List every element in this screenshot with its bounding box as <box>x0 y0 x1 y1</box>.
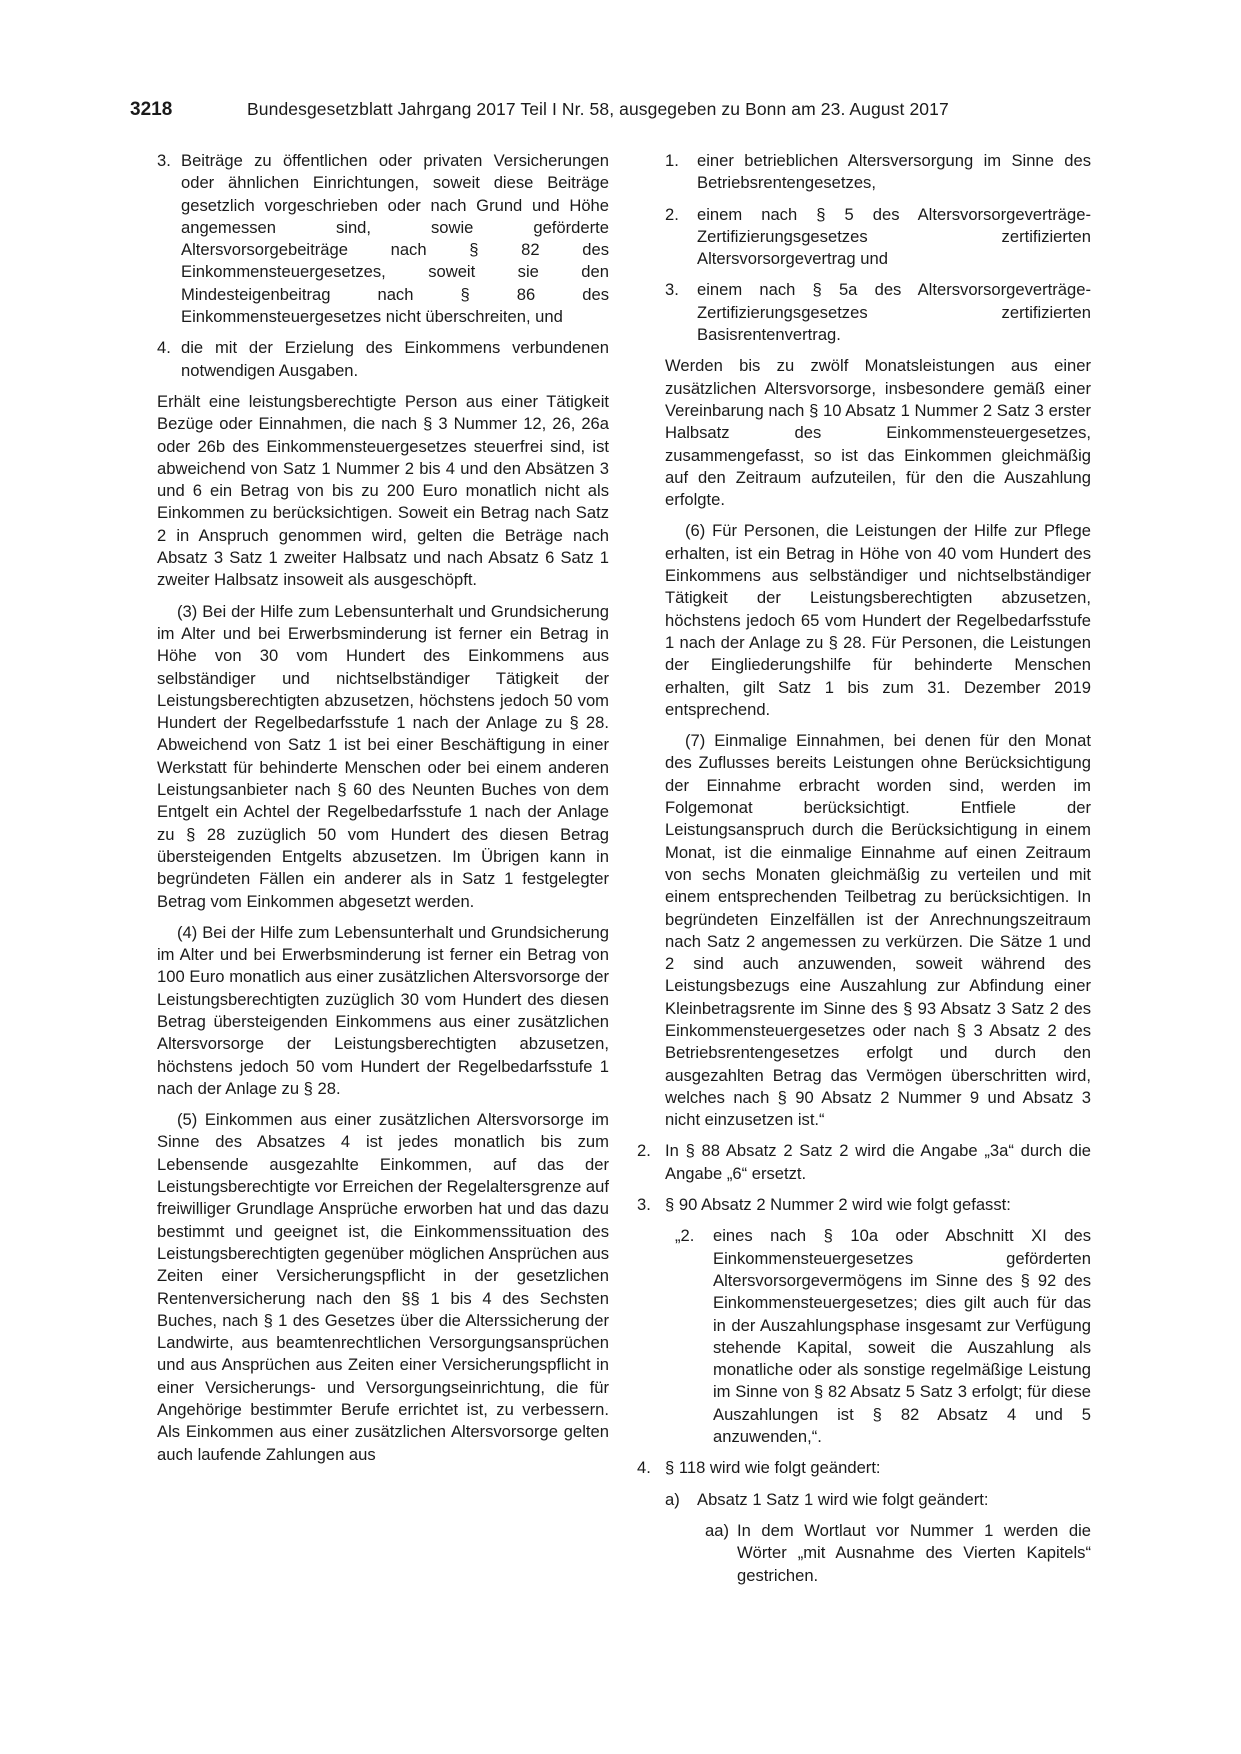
item-text: In dem Wortlaut vor Nummer 1 werden die Wörter „mit Ausnahme des Vierten Kapitels“ gestrichen. <box>737 1520 1091 1585</box>
quoted-item <box>675 1225 1091 1448</box>
item-number: a) <box>665 1489 680 1509</box>
list-item <box>665 204 1091 271</box>
item-text: die mit der Erzielung des Einkommens verbundenen notwendigen Ausgaben. <box>181 338 609 380</box>
running-head: Bundesgesetzblatt Jahrgang 2017 Teil I Nr. 58, ausgegeben zu Bonn am 23. August 2017 <box>247 99 949 119</box>
item-text: einem nach § 5 des Altersvorsorgeverträge-Zertifizierungsgesetzes zertifizierten Altersvorsorgevertrag und <box>697 204 1091 269</box>
amendment-item <box>637 1140 1091 1185</box>
page-number: 3218 <box>130 99 173 120</box>
item-number: aa) <box>705 1520 729 1540</box>
item-number: 2. <box>665 204 679 224</box>
paragraph-absatz-5: (5) Einkommen aus einer zusätzlichen Altersvorsorge im Sinne des Absatzes 4 ist jedes monatlich bis zum Lebensende ausgezahlte Einkommen, auf das der Leistungsberechtigte vor Erreichen der Regelaltersgrenze auf freiwilliger Grundlage Ansprüche erworben hat und das dazu bestimmt und geeignet ist, die Einkommenssituation des Leistungsberechtigten gegenüber möglichen Ansprüchen aus Zeiten einer Versicherungspflicht in der gesetzlichen Rentenversicherung nach den §§ 1 bis 4 des Sechsten Buches, nach § 1 des Gesetzes über die Alterssicherung der Landwirte, aus beamtenrechtlichen Versorgungsansprüchen und aus Ansprüchen aus Zeiten einer Versicherungspflicht in einer Versicherungs- und Versorgungseinrichtung, die für Angehörige bestimmter Berufe errichtet ist, zu verbessern. Als Einkommen aus einer zusätzlichen Altersvorsorge gelten auch laufende Zahlungen aus <box>157 1110 609 1464</box>
item-text: In § 88 Absatz 2 Satz 2 wird die Angabe „3a“ durch die Angabe „6“ ersetzt. <box>665 1141 1091 1183</box>
item-text: § 118 wird wie folgt geändert: <box>665 1458 881 1478</box>
item-number: 3. <box>157 151 171 170</box>
item-text: § 90 Absatz 2 Nummer 2 wird wie folgt gefasst: <box>665 1195 1011 1215</box>
paragraph-continuation: Erhält eine leistungsberechtigte Person aus einer Tätigkeit Bezüge oder Einnahmen, die nach § 3 Nummer 12, 26, 26a oder 26b des Einkommensteuergesetzes steuerfrei sind, ist abweichend von Satz 1 Nummer 2 bis 4 und den Absätzen 3 und 6 ein Betrag von bis zu 200 Euro monatlich nicht als Einkommen zu berücksichtigen. Soweit ein Betrag nach Satz 2 in Anspruch genommen wird, gelten die Beträge nach Absatz 3 Satz 1 zweiter Halbsatz und nach Absatz 6 Satz 1 zweiter Halbsatz insoweit als ausgeschöpft. <box>157 391 609 590</box>
right-column <box>637 150 1091 1596</box>
paragraph-absatz-6: (6) Für Personen, die Leistungen der Hilfe zur Pflege erhalten, ist ein Betrag in Höhe von 40 vom Hundert des Einkommens aus selbständiger und nichtselbständiger Tätigkeit der Leistungsberechtigten abzusetzen, höchstens jedoch 65 vom Hundert der Regelbedarfsstufe 1 nach der Anlage zu § 28. Für Personen, die Leistungen der Eingliederungshilfe für behinderte Menschen erhalten, gilt Satz 1 bis zum 31. Dezember 2019 entsprechend. <box>665 521 1091 719</box>
item-number: 3. <box>665 280 679 300</box>
item-number: 3. <box>637 1195 651 1215</box>
item-number: 1. <box>665 151 679 170</box>
item-text: einer betrieblichen Altersversorgung im Sinne des Betriebsrentengesetzes, <box>697 151 1091 193</box>
item-text: Beiträge zu öffentlichen oder privaten Versicherungen oder ähnlichen Einrichtungen, soweit diese Beiträge gesetzlich vorgeschrieben oder nach Grund und Höhe angemessen sind, sowie geförderte Altersvorsorgebeiträge nach § 82 des Einkommensteuergesetzes, soweit sie den Mindesteigenbeitrag nach § 86 des Einkommensteuergesetzes nicht überschreiten, und <box>181 151 609 327</box>
item-text: Absatz 1 Satz 1 wird wie folgt geändert: <box>697 1489 989 1509</box>
item-text: eines nach § 10a oder Abschnitt XI des Einkommensteuergesetzes geförderten Altersvorsorgevermögens im Sinne des § 92 des Einkommensteuergesetzes; dies gilt auch für das in der Auszahlungsphase insgesamt zur Verfügung stehende Kapital, soweit die Auszahlung als monatliche oder als sonstige regelmäßige Leistung im Sinne von § 82 Absatz 5 Satz 3 erfolgt; für diese Auszahlungen ist § 82 Absatz 4 und 5 anzuwenden,“. <box>713 1226 1091 1447</box>
sub-item <box>665 1489 1091 1511</box>
item-number: „2. <box>675 1226 695 1246</box>
amendment-item <box>637 1457 1091 1479</box>
list-item <box>665 279 1091 346</box>
paragraph-absatz-3: (3) Bei der Hilfe zum Lebensunterhalt und Grundsicherung im Alter und bei Erwerbsminderung ist ferner ein Betrag in Höhe von 30 vom Hundert des Einkommens aus selbständiger und nichtselbständiger Tätigkeit der Leistungsberechtigten abzusetzen, höchstens jedoch 50 vom Hundert der Regelbedarfsstufe 1 nach der Anlage zu § 28. Abweichend von Satz 1 ist bei einer Beschäftigung in einer Werkstatt für behinderte Menschen oder bei einem anderen Leistungsanbieter nach § 60 des Neunten Buches von dem Entgelt ein Achtel der Regelbedarfsstufe 1 nach der Anlage zu § 28 zuzüglich 50 vom Hundert des diesen Betrag übersteigenden Entgelts abzusetzen. Im Übrigen kann in begründeten Fällen ein anderer als in Satz 1 festgelegter Betrag vom Einkommen abgesetzt werden. <box>157 601 609 911</box>
item-number: 4. <box>157 338 171 358</box>
left-column <box>157 150 609 1475</box>
list-item <box>157 150 609 328</box>
page-header <box>130 99 1110 125</box>
item-text: einem nach § 5a des Altersvorsorgeverträge-Zertifizierungsgesetzes zertifizierten Basisrentenvertrag. <box>697 280 1091 345</box>
item-number: 4. <box>637 1458 651 1478</box>
list-item <box>665 150 1091 195</box>
paragraph-absatz-7: (7) Einmalige Einnahmen, bei denen für den Monat des Zuflusses bereits Leistungen ohne Berücksichtigung der Einnahme erbracht worden sind, werden im Folgemonat berücksichtigt. Entfiele der Leistungsanspruch durch die Berücksichtigung in einem Monat, ist die einmalige Einnahme auf einen Zeitraum von sechs Monaten gleichmäßig zu verteilen und mit einem entsprechenden Teilbetrag zu berücksichtigen. In begründeten Einzelfällen ist der Anrechnungszeitraum nach Satz 2 angemessen zu verkürzen. Die Sätze 1 und 2 sind auch anzuwenden, soweit während des Leistungsbezugs eine Auszahlung zur Abfindung einer Kleinbetragsrente im Sinne des § 93 Absatz 3 Satz 2 des Einkommensteuergesetzes oder nach § 3 Absatz 2 des Betriebsrentengesetzes erfolgt und durch den ausgezahlten Betrag das Vermögen überschritten wird, welches nach § 90 Absatz 2 Nummer 9 und Absatz 3 nicht einzusetzen ist.“ <box>665 731 1091 1130</box>
amendment-item <box>637 1194 1091 1216</box>
paragraph-absatz-4: (4) Bei der Hilfe zum Lebensunterhalt und Grundsicherung im Alter und bei Erwerbsminderung ist ferner ein Betrag von 100 Euro monatlich aus einer zusätzlichen Altersvorsorge der Leistungsberechtigten zuzüglich 30 vom Hundert des diesen Betrag übersteigenden Einkommens aus einer zusätzlichen Altersvorsorge der Leistungsberechtigten abzusetzen, höchstens jedoch 50 vom Hundert der Regelbedarfsstufe 1 nach der Anlage zu § 28. <box>157 922 609 1098</box>
item-number: 2. <box>637 1141 651 1161</box>
paragraph-continuation: Werden bis zu zwölf Monatsleistungen aus einer zusätzlichen Altersvorsorge, insbesondere gemäß einer Vereinbarung nach § 10 Absatz 1 Nummer 2 Satz 3 erster Halbsatz des Einkommensteuergesetzes, zusammengefasst, so ist das Einkommen gleichmäßig auf den Zeitraum aufzuteilen, für den die Auszahlung erfolgte. <box>665 356 1091 510</box>
list-item <box>157 337 609 382</box>
sub-sub-item <box>705 1520 1091 1587</box>
